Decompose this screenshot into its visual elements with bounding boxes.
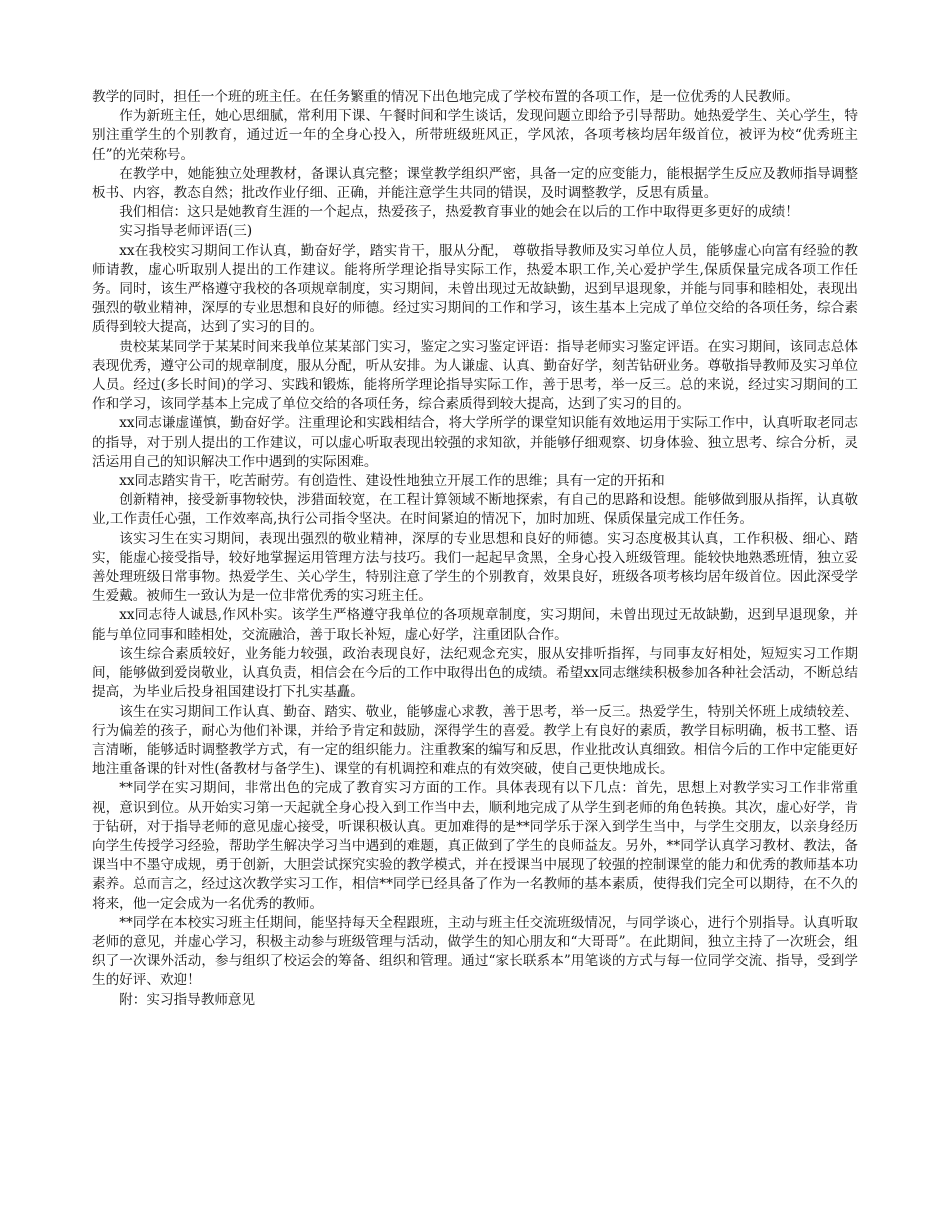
paragraph-comment-9: **同学在实习期间，非常出色的完成了教育实习方面的工作。具体表现有以下几点：首先，思想上对教学实习工作非常重视，意识到位。从开始实习第一天起就全身心投入到工作当中去，顺利地完成了从学生到老师的角色转换。其次，虚心好学，肯于钻研，对于指导老师的意见虚心接受，听课积极认真。更加难得的是**同学乐于深入到学生当中，与学生交朋友，以亲身经历向学生传授学习经验，帮助学生解决学习当中遇到的难题，真正做到了学生的良师益友。另外，**同学认真学习教材、教法，备课当中不墨守成规，勇于创新，大胆尝试探究实验的教学模式，并在授课当中展现了较强的控制课堂的能力和优秀的教师基本功素养。总而言之，经过这次教学实习工作，相信**同学已经具备了作为一名教师的基本素质，使得我们完全可以期待，在不久的将来，他一定会成为一名优秀的教师。: [92, 780, 858, 912]
paragraph-class-teacher: 作为新班主任，她心思细腻，常利用下课、午餐时间和学生谈话，发现问题立即给予引导帮助。她热爱学生、关心学生，特别注重学生的个别教育，通过近一年的全身心投入，所带班级班风正，学风浓，各项考核均居年级首位，被评为校“优秀班主任”的光荣称号。: [92, 108, 858, 163]
paragraph-comment-7: 该生综合素质较好，业务能力较强，政治表现良好，法纪观念充实，服从安排听指挥，与同事友好相处，短短实习工作期间，能够做到爱岗敬业，认真负责，相信会在今后的工作中取得出色的成绩。希望xx同志继续积极参加各种社会活动，不断总结提高，为毕业后投身祖国建设打下扎实基矗。: [92, 645, 858, 701]
paragraph-comment-6: xx同志待人诚恳,作风朴实。该学生严格遵守我单位的各项规章制度，实习期间，未曾出现过无故缺勤，迟到早退现象，并能与单位同事和睦相处，交流融洽，善于取长补短，虚心好学，注重团队合作。: [92, 607, 858, 643]
paragraph-comment-3: xx同志谦虚谨慎，勤奋好学。注重理论和实践相结合，将大学所学的课堂知识能有效地运用于实际工作中，认真听取老同志的指导，对于别人提出的工作建议，可以虚心听取表现出较强的求知欲，并能够仔细观察、切身体验、独立思考、综合分析，灵活运用自己的知识解决工作中遇到的实际困难。: [92, 415, 858, 470]
section-heading: 实习指导老师评语(三): [119, 223, 253, 240]
paragraph-intro-continuation: 教学的同时，担任一个班的班主任。在任务繁重的情况下出色地完成了学校布置的各项工作，是一位优秀的人民教师。: [92, 89, 799, 105]
appendix-note: 附：实习指导教师意见: [119, 991, 256, 1008]
paragraph-teaching: 在教学中，她能独立处理教材，备课认真完整；课堂教学组织严密，具备一定的应变能力，能根据学生反应及教师指导调整板书、内容，教态自然；批改作业仔细、正确，并能注意学生共同的错误，及时调整教学，反思有质量。: [92, 165, 858, 202]
paragraph-comment-2: 贵校某某同学于某某时间来我单位某某部门实习，鉴定之实习鉴定评语：指导老师实习鉴定评语。在实习期间，该同志总体表现优秀，遵守公司的规章制度，服从分配，听从安排。为人谦虚、认真、勤奋好学，刻苦钻研业务。尊敬指导教师及实习单位人员。经过(多长时间)的学习、实践和锻炼，能将所学理论指导实际工作，善于思考，举一反三。总的来说，经过实习期间的工作和学习，该同学基本上完成了单位交给的各项任务，综合素质得到较大提高，达到了实习的目的。: [92, 338, 858, 413]
paragraph-belief: 我们相信：这只是她教育生涯的一个起点，热爱孩子，热爱教育事业的她会在以后的工作中取得更多更好的成绩！: [119, 204, 799, 221]
paragraph-comment-1: xx在我校实习期间工作认真，勤奋好学，踏实肯干，服从分配， 尊敬指导教师及实习单位人员，能够虚心向富有经验的教师请教，虚心听取别人提出的工作建议。能将所学理论指导实际工作，热爱本职工作,关心爱护学生,保质保量完成各项工作任务。同时，该生严格遵守我校的各项规章制度，实习期间，未曾出现过无故缺勤，迟到早退现象，并能与同事和睦相处，表现出强烈的敬业精神，深厚的专业思想和良好的师德。经过实习期间的工作和学习，该生基本上完成了单位交给的各项任务，综合素质得到较大提高，达到了实习的目的。: [92, 242, 858, 336]
paragraph-comment-8: 该生在实习期间工作认真、勤奋、踏实、敬业，能够虚心求教，善于思考，举一反三。热爱学生，特别关怀班上成绩较差、行为偏差的孩子，耐心为他们补课，并给予肯定和鼓励，深得学生的喜爱。教学上有良好的素质，教学目标明确，板书工整、语言清晰，能够适时调整教学方式，有一定的组织能力。注重教案的编写和反思，作业批改认真细致。相信今后的工作中定能更好地注重备课的针对性(备教材与备学生)、课堂的有机调控和难点的有效突破，使自己更快地成长。: [92, 703, 858, 778]
paragraph-comment-4: xx同志踏实肯干，吃苦耐劳。有创造性、建设性地独立开展工作的思维；具有一定的开拓和: [119, 473, 665, 490]
paragraph-comment-5: 该实习生在实习期间，表现出强烈的敬业精神，深厚的专业思想和良好的师德。实习态度极其认真，工作积极、细心、踏实，能虚心接受指导，较好地掌握运用管理方法与技巧。我们一起起早贪黑，全身心投入班级管理。能较快地熟悉班情，独立妥善处理班级日常事物。热爱学生、关心学生，特别注意了学生的个别教育，效果良好，班级各项考核均居年级首位。因此深受学生爱戴。被师生一致认为是一位非常优秀的实习班主任。: [92, 530, 858, 605]
paragraph-comment-10: **同学在本校实习班主任期间，能坚持每天全程跟班，主动与班主任交流班级情况，与同学谈心，进行个别指导。认真听取老师的意见，并虚心学习，积极主动参与班级管理与活动，做学生的知心朋友和“大哥哥”。在此期间，独立主持了一次班会，组织了一次课外活动，参与组织了校运会的筹备、组织和管理。通过“家长联系本”用笔谈的方式与每一位同学交流、指导，受到学生的好评、欢迎！: [92, 914, 858, 989]
paragraph-comment-4-continued: 创新精神，接受新事物较快，涉猎面较宽，在工程计算领域不断地探索，有自己的思路和设想。能够做到服从指挥，认真敬业,工作责任心强，工作效率高,执行公司指令坚决。在时间紧迫的情况下，加时加班、保质保量完成工作任务。: [92, 492, 858, 528]
